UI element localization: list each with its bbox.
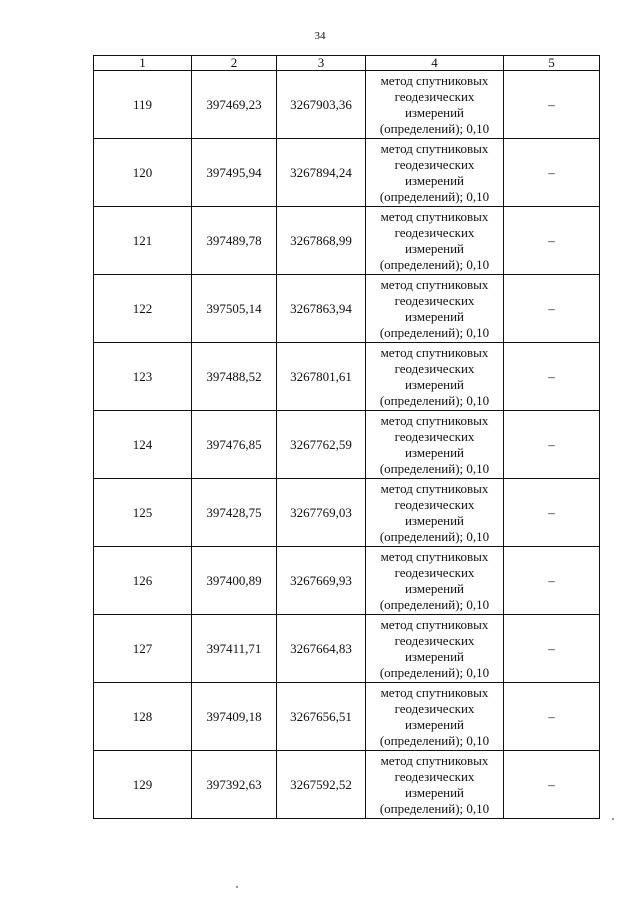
header-col-4: 4 xyxy=(366,56,504,71)
method-line: метод спутниковых xyxy=(380,344,489,360)
method-line: измерений xyxy=(404,512,465,528)
method-line: измерений xyxy=(404,648,465,664)
method-line: измерений xyxy=(404,308,465,324)
coordinate-y-cell: 3267669,93 xyxy=(277,547,366,615)
table-row xyxy=(94,207,600,275)
coordinate-x-cell: 397488,52 xyxy=(192,343,277,411)
coordinates-table xyxy=(93,55,600,819)
coordinate-y-cell: 3267656,51 xyxy=(277,683,366,751)
method-line: измерений xyxy=(404,172,465,188)
table-row xyxy=(94,343,600,411)
table-row xyxy=(94,71,600,139)
method-line: геодезических xyxy=(394,360,475,376)
coordinate-y-cell: 3267903,36 xyxy=(277,71,366,139)
coordinate-y-cell: 3267801,61 xyxy=(277,343,366,411)
coordinate-y-cell: 3267592,52 xyxy=(277,751,366,819)
method-line: геодезических xyxy=(394,292,475,308)
point-number-cell: 126 xyxy=(94,547,192,615)
note-cell: – xyxy=(504,71,600,139)
point-number-cell: 128 xyxy=(94,683,192,751)
method-line: геодезических xyxy=(394,156,475,172)
table-row xyxy=(94,751,600,819)
method-cell xyxy=(366,275,504,343)
coordinate-x-cell: 397476,85 xyxy=(192,411,277,479)
note-cell: – xyxy=(504,479,600,547)
page-number: 34 xyxy=(314,30,326,42)
point-number-cell: 123 xyxy=(94,343,192,411)
scan-speck xyxy=(612,818,614,820)
method-line: геодезических xyxy=(394,768,475,784)
method-line: метод спутниковых xyxy=(380,72,489,88)
method-line: (определений); 0,10 xyxy=(379,120,490,136)
coordinate-x-cell: 397428,75 xyxy=(192,479,277,547)
method-cell xyxy=(366,343,504,411)
method-line: геодезических xyxy=(394,632,475,648)
scan-speck xyxy=(236,886,238,888)
table-row xyxy=(94,479,600,547)
method-line: измерений xyxy=(404,444,465,460)
note-cell: – xyxy=(504,615,600,683)
table-row xyxy=(94,411,600,479)
note-cell: – xyxy=(504,139,600,207)
method-line: метод спутниковых xyxy=(380,616,489,632)
coordinate-x-cell: 397469,23 xyxy=(192,71,277,139)
method-line: измерений xyxy=(404,716,465,732)
method-cell xyxy=(366,751,504,819)
method-line: геодезических xyxy=(394,88,475,104)
coordinate-x-cell: 397392,63 xyxy=(192,751,277,819)
coordinate-x-cell: 397505,14 xyxy=(192,275,277,343)
method-line: измерений xyxy=(404,104,465,120)
table-row xyxy=(94,275,600,343)
method-line: метод спутниковых xyxy=(380,412,489,428)
method-cell xyxy=(366,547,504,615)
method-cell xyxy=(366,479,504,547)
coordinate-y-cell: 3267894,24 xyxy=(277,139,366,207)
header-col-1: 1 xyxy=(94,56,192,71)
note-cell: – xyxy=(504,411,600,479)
note-cell: – xyxy=(504,751,600,819)
method-line: метод спутниковых xyxy=(380,140,489,156)
point-number-cell: 119 xyxy=(94,71,192,139)
method-line: (определений); 0,10 xyxy=(379,188,490,204)
method-line: (определений); 0,10 xyxy=(379,528,490,544)
method-line: метод спутниковых xyxy=(380,208,489,224)
method-line: (определений); 0,10 xyxy=(379,460,490,476)
point-number-cell: 121 xyxy=(94,207,192,275)
method-line: (определений); 0,10 xyxy=(379,732,490,748)
coordinate-y-cell: 3267762,59 xyxy=(277,411,366,479)
method-line: геодезических xyxy=(394,700,475,716)
note-cell: – xyxy=(504,207,600,275)
note-cell: – xyxy=(504,547,600,615)
method-line: геодезических xyxy=(394,224,475,240)
method-line: метод спутниковых xyxy=(380,276,489,292)
coordinate-y-cell: 3267664,83 xyxy=(277,615,366,683)
method-line: геодезических xyxy=(394,428,475,444)
table-row xyxy=(94,139,600,207)
method-line: (определений); 0,10 xyxy=(379,596,490,612)
method-cell xyxy=(366,615,504,683)
header-col-5: 5 xyxy=(504,56,600,71)
point-number-cell: 129 xyxy=(94,751,192,819)
method-line: (определений); 0,10 xyxy=(379,324,490,340)
point-number-cell: 120 xyxy=(94,139,192,207)
method-line: метод спутниковых xyxy=(380,684,489,700)
table-row xyxy=(94,683,600,751)
coordinate-y-cell: 3267863,94 xyxy=(277,275,366,343)
method-line: геодезических xyxy=(394,496,475,512)
method-line: геодезических xyxy=(394,564,475,580)
method-line: (определений); 0,10 xyxy=(379,256,490,272)
method-line: (определений); 0,10 xyxy=(379,664,490,680)
table-row xyxy=(94,615,600,683)
point-number-cell: 127 xyxy=(94,615,192,683)
note-cell: – xyxy=(504,275,600,343)
note-cell: – xyxy=(504,343,600,411)
note-cell: – xyxy=(504,683,600,751)
method-line: (определений); 0,10 xyxy=(379,392,490,408)
method-line: метод спутниковых xyxy=(380,480,489,496)
coordinate-x-cell: 397411,71 xyxy=(192,615,277,683)
method-line: метод спутниковых xyxy=(380,548,489,564)
method-line: (определений); 0,10 xyxy=(379,800,490,816)
coordinate-y-cell: 3267868,99 xyxy=(277,207,366,275)
coordinate-x-cell: 397400,89 xyxy=(192,547,277,615)
table-row xyxy=(94,547,600,615)
method-line: метод спутниковых xyxy=(380,752,489,768)
method-cell xyxy=(366,139,504,207)
method-line: измерений xyxy=(404,240,465,256)
coordinate-x-cell: 397489,78 xyxy=(192,207,277,275)
coordinate-x-cell: 397409,18 xyxy=(192,683,277,751)
point-number-cell: 125 xyxy=(94,479,192,547)
method-cell xyxy=(366,411,504,479)
method-line: измерений xyxy=(404,784,465,800)
coordinate-x-cell: 397495,94 xyxy=(192,139,277,207)
method-cell xyxy=(366,71,504,139)
method-cell xyxy=(366,207,504,275)
point-number-cell: 122 xyxy=(94,275,192,343)
method-line: измерений xyxy=(404,580,465,596)
coordinate-y-cell: 3267769,03 xyxy=(277,479,366,547)
point-number-cell: 124 xyxy=(94,411,192,479)
table-header-row xyxy=(94,56,600,71)
header-col-3: 3 xyxy=(277,56,366,71)
header-col-2: 2 xyxy=(192,56,277,71)
method-cell xyxy=(366,683,504,751)
method-line: измерений xyxy=(404,376,465,392)
